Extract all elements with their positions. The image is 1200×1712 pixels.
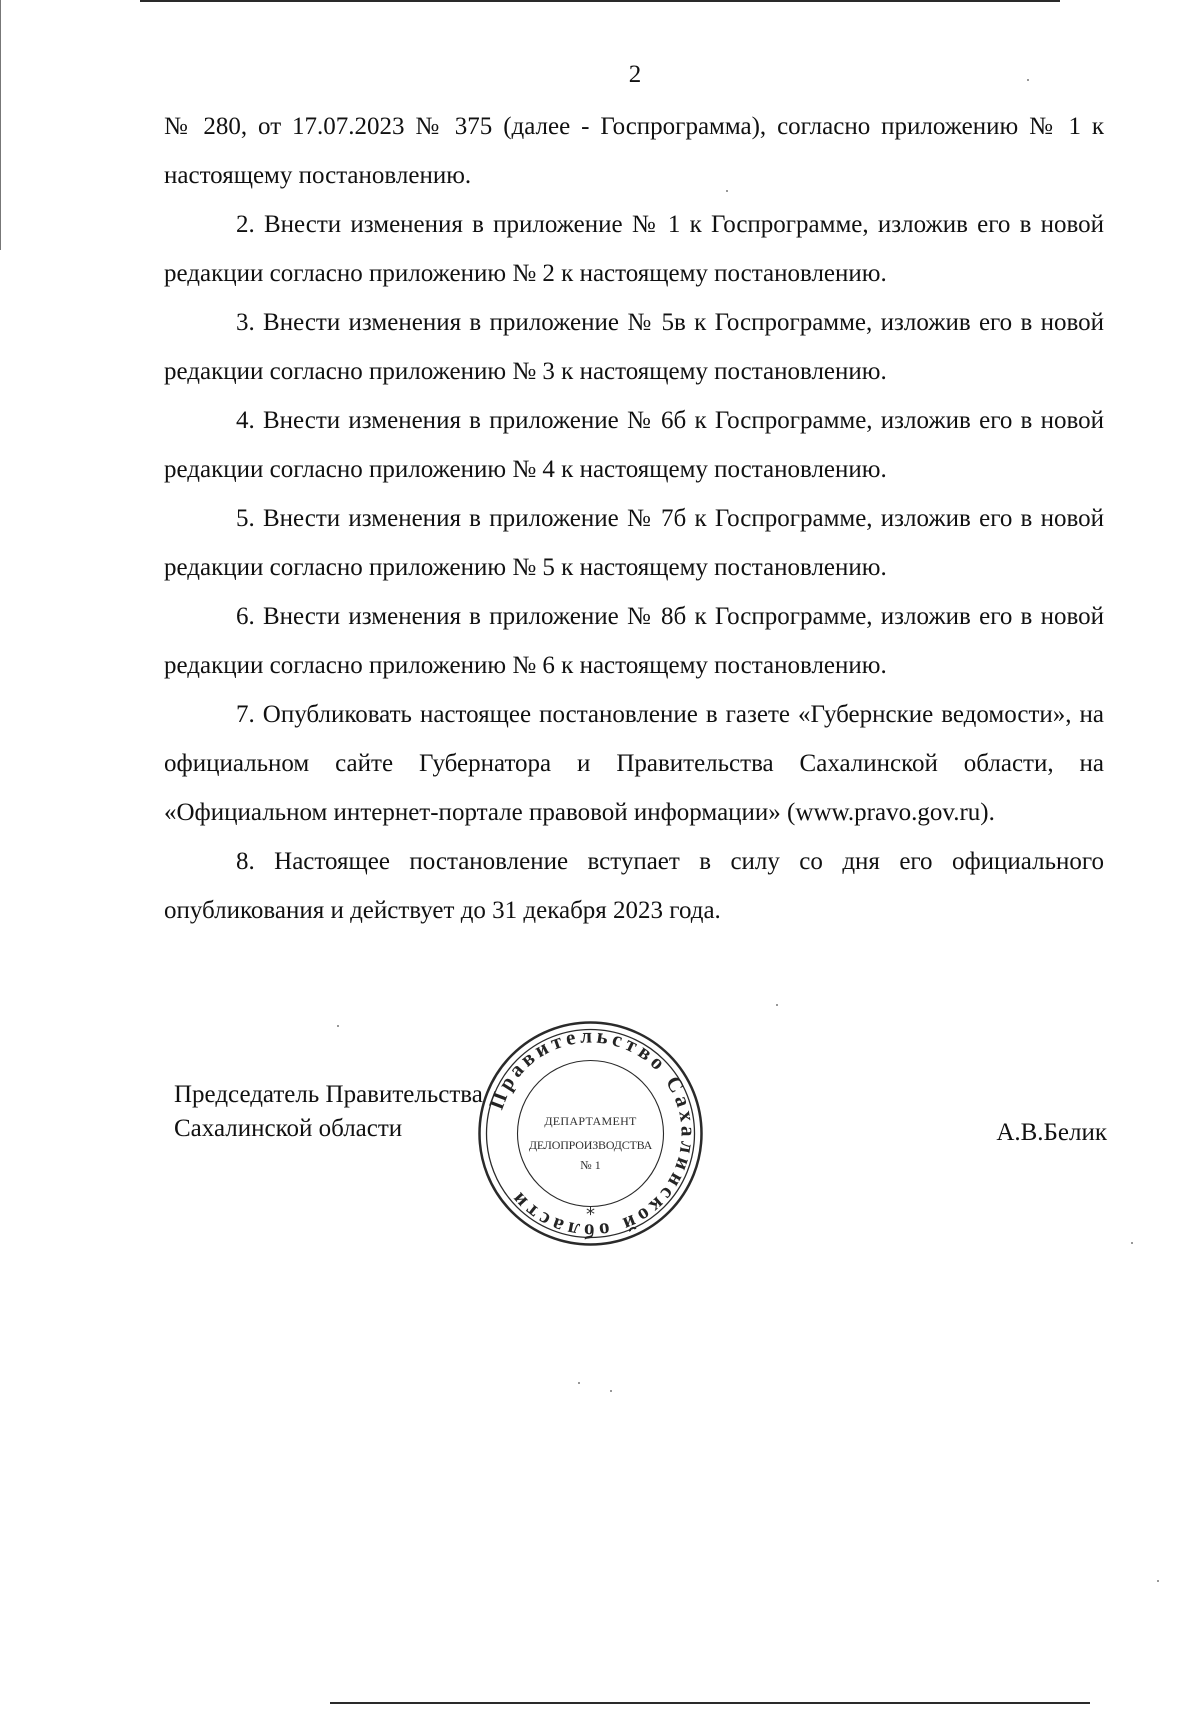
scan-top-rule xyxy=(140,0,1060,2)
scan-speck-7 xyxy=(1131,1242,1133,1244)
seal-center-line-1: ДЕПАРТАМЕНТ xyxy=(544,1114,637,1128)
signatory-name: А.В.Белик xyxy=(996,1119,1107,1146)
scan-speck-1 xyxy=(1027,79,1029,81)
paragraph-2: 2. Внести изменения в приложение № 1 к Госпрограмме, изложив его в новой редакции согласно приложению № 2 к настоящему постановлению. xyxy=(164,211,1104,287)
paragraph-7: 7. Опубликовать настоящее постановление в газете «Губернские ведомости», на официальном сайте Губернатора и Правительства Сахалинской области, на «Официальном интернет-портале правовой информации» (www.pravo.gov.ru). xyxy=(164,701,1104,826)
seal-star-icon: * xyxy=(586,1204,595,1225)
page-number: 2 xyxy=(628,61,642,88)
seal-center-line-2: ДЕЛОПРОИЗВОДСТВА xyxy=(528,1138,653,1152)
seal-center-line-3: № 1 xyxy=(580,1158,601,1172)
scan-bottom-rule xyxy=(330,1702,1090,1704)
paragraph-8: 8. Настоящее постановление вступает в силу со дня его официального опубликования и действует до 31 декабря 2023 года. xyxy=(164,848,1104,924)
scan-speck-2 xyxy=(726,190,728,192)
signatory-position xyxy=(174,1078,594,1146)
scan-left-edge-mark xyxy=(0,0,1,250)
scan-speck-6 xyxy=(610,1390,612,1392)
scan-speck-3 xyxy=(337,1025,339,1027)
signatory-position-line-1: Председатель Правительства xyxy=(174,1081,483,1108)
signatory-position-line-2: Сахалинской области xyxy=(174,1115,403,1142)
paragraph-3: 3. Внести изменения в приложение № 5в к Госпрограмме, изложив его в новой редакции согласно приложению № 3 к настоящему постановлению. xyxy=(164,309,1104,385)
scan-speck-8 xyxy=(1157,1580,1159,1582)
paragraph-4: 4. Внести изменения в приложение № 6б к Госпрограмме, изложив его в новой редакции согласно приложению № 4 к настоящему постановлению. xyxy=(164,407,1104,483)
seal-outer-text: Правительство Сахалинской области xyxy=(484,1023,701,1244)
scan-speck-5 xyxy=(578,1382,580,1384)
paragraph-5: 5. Внести изменения в приложение № 7б к Госпрограмме, изложив его в новой редакции согласно приложению № 5 к настоящему постановлению. xyxy=(164,505,1104,581)
scan-speck-4 xyxy=(776,1004,778,1006)
paragraph-1: № 280, от 17.07.2023 № 375 (далее - Госпрограмма), согласно приложению № 1 к настоящему постановлению. xyxy=(164,113,1104,189)
resolution-body xyxy=(164,102,1104,935)
paragraph-6: 6. Внести изменения в приложение № 8б к Госпрограмме, изложив его в новой редакции согласно приложению № 6 к настоящему постановлению. xyxy=(164,603,1104,679)
